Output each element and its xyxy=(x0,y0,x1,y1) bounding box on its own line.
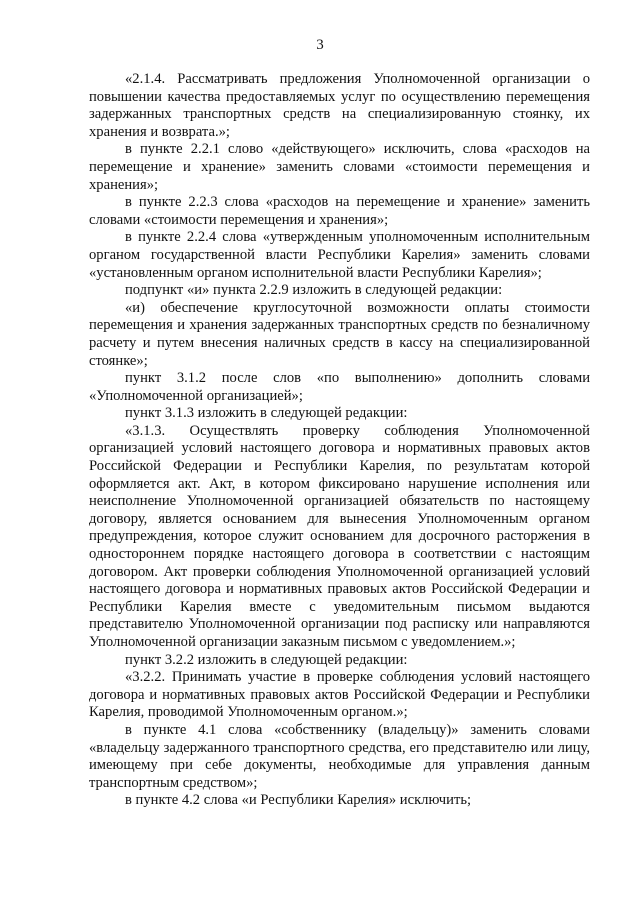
paragraph-2-1-4: «2.1.4. Рассматривать предложения Уполномоченной организации о повышении качества предоставляемых услуг по осуществлению перемещения задержанных транспортных средств на специализированную стоянку, их хранения и возврата.»; xyxy=(89,71,590,140)
paragraph-amend-2-2-1: в пункте 2.2.1 слово «действующего» исключить, слова «расходов на перемещение и хранение» заменить словами «стоимости перемещения и хранения»; xyxy=(89,141,590,193)
paragraph-amend-4-1: в пункте 4.1 слова «собственнику (владельцу)» заменить словами «владельцу задержанного транспортного средства, его представителю или лицу, имеющему при себе документы, необходимые для управления данным транспортным средством»; xyxy=(89,721,590,791)
paragraph-amend-2-2-4: в пункте 2.2.4 слова «утвержденным уполномоченным исполнительным органом государственной власти Республики Карелия» заменить словами «установленным органом исполнительной власти Республики Карелия»; xyxy=(89,229,590,281)
document-body xyxy=(89,71,590,810)
paragraph-amend-2-2-3: в пункте 2.2.3 слова «расходов на перемещение и хранение» заменить словами «стоимости перемещения и хранения»; xyxy=(89,194,590,228)
paragraph-amend-4-2: в пункте 4.2 слова «и Республики Карелия» исключить; xyxy=(125,792,472,809)
paragraph-3-2-2-intro: пункт 3.2.2 изложить в следующей редакции: xyxy=(125,651,408,668)
paragraph-3-1-3-text: «3.1.3. Осуществлять проверку соблюдения Уполномоченной организацией условий настоящего договора и нормативных правовых актов Российской Федерации и Республики Карелия, по результатам которой оформляется акт. Акт, в котором фиксировано нарушение исполнения или неисполнение Уполномоченной организацией обязательств по настоящему договору, является основанием для вынесения Уполномоченным органом предупреждения, которое служит основанием для досрочного расторжения в одностороннем порядке настоящего договора в соответствии с настоящим договором. Акт проверки соблюдения Уполномоченной организацией условий настоящего договора и нормативных правовых актов Российской Федерации и Республики Карелия вместе с уведомительным письмом выдаются представителю Уполномоченной организации под расписку или направляются Уполномоченной организации заказным письмом с уведомлением.»; xyxy=(89,422,590,650)
paragraph-3-2-2-text: «3.2.2. Принимать участие в проверке соблюдения условий настоящего договора и нормативных правовых актов Российской Федерации и Республики Карелия, проводимой Уполномоченным органом.»; xyxy=(89,669,590,721)
paragraph-subitem-i-intro: подпункт «и» пункта 2.2.9 изложить в следующей редакции: xyxy=(125,282,503,299)
page-number: 3 xyxy=(316,37,324,53)
paragraph-amend-3-1-2: пункт 3.1.2 после слов «по выполнению» дополнить словами «Уполномоченной организацией»; xyxy=(89,370,590,404)
paragraph-subitem-i-text: «и) обеспечение круглосуточной возможности оплаты стоимости перемещения и хранения задержанных транспортных средств по безналичному расчету и путем внесения наличных средств в кассу на специализированной стоянке»; xyxy=(89,299,590,369)
paragraph-3-1-3-intro: пункт 3.1.3 изложить в следующей редакции: xyxy=(125,405,408,422)
